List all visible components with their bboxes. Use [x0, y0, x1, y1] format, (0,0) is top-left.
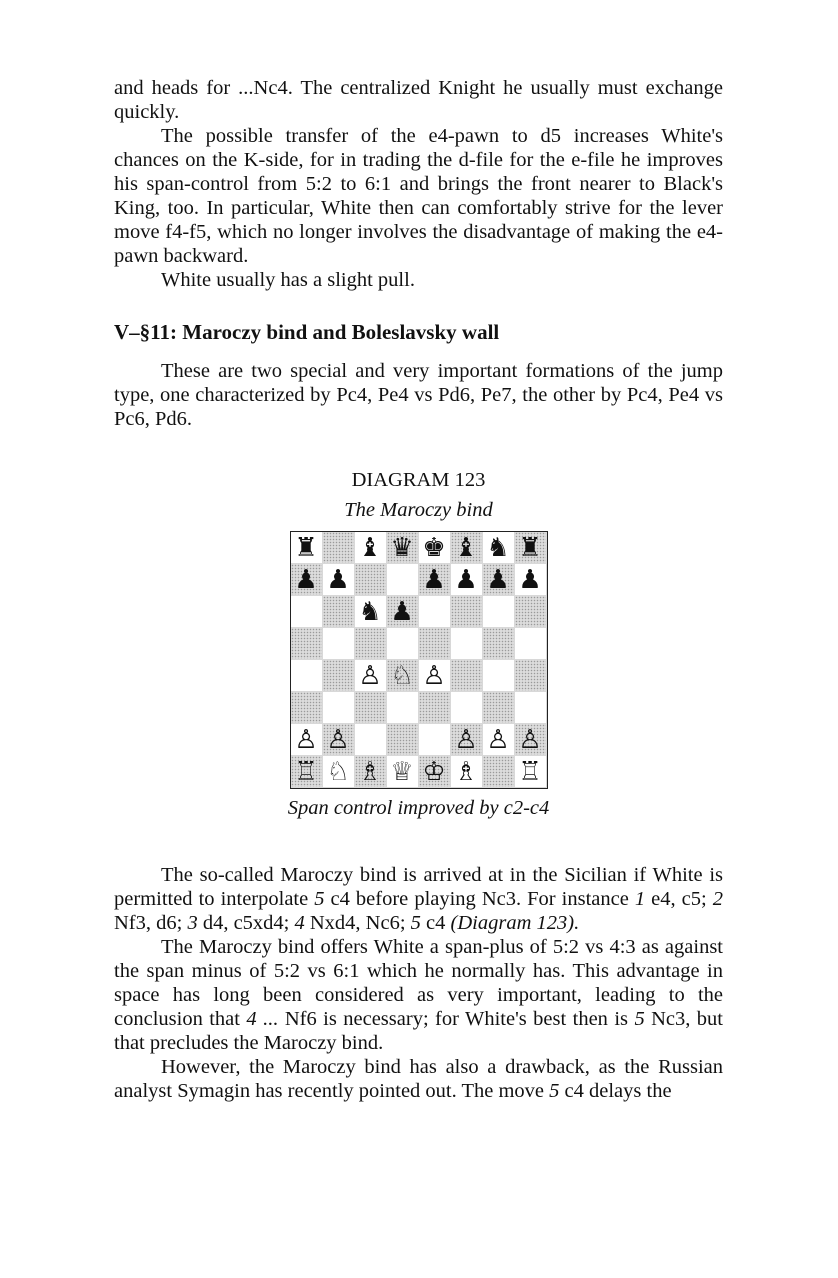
- chess-piece: ♗: [454, 756, 478, 787]
- paragraph-maroczy-definition: The so-called Maroczy bind is arrived at in the Sicilian if White is permitted to interpolate 5 c4 before playing Nc3. For instance 1 e4, c5; 2 Nf3, d6; 3 d4, c5xd4; 4 Nxd4, Nc6; 5 c4 (Diagram 123).: [114, 864, 723, 934]
- chess-piece: ♝: [454, 532, 478, 563]
- square-f2: [451, 724, 483, 756]
- paragraph-drawback: However, the Maroczy bind has also a drawback, as the Russian analyst Symagin has recently pointed out. The move 5 c4 delays the: [114, 1056, 723, 1102]
- square-f7: [451, 564, 483, 596]
- chess-piece: ♞: [486, 532, 510, 563]
- chess-piece: ♙: [294, 724, 318, 755]
- square-d4: [387, 660, 419, 692]
- square-c6: [355, 596, 387, 628]
- square-h3: [515, 692, 547, 724]
- square-a2: [291, 724, 323, 756]
- square-g3: [483, 692, 515, 724]
- square-e1: [419, 756, 451, 788]
- square-e6: [419, 596, 451, 628]
- chess-piece: ♟: [326, 564, 350, 595]
- square-e7: [419, 564, 451, 596]
- chess-piece: ♟: [390, 596, 414, 627]
- chess-piece: ♟: [422, 564, 446, 595]
- square-b1: [323, 756, 355, 788]
- chess-piece: ♟: [486, 564, 510, 595]
- square-h6: [515, 596, 547, 628]
- square-d7: [387, 564, 419, 596]
- square-f5: [451, 628, 483, 660]
- square-h4: [515, 660, 547, 692]
- chess-piece: ♚: [422, 532, 446, 563]
- chess-diagram: [114, 531, 723, 789]
- diagram-caption: Span control improved by c2-c4: [287, 797, 550, 819]
- square-f6: [451, 596, 483, 628]
- square-a4: [291, 660, 323, 692]
- square-c2: [355, 724, 387, 756]
- square-c1: [355, 756, 387, 788]
- square-f3: [451, 692, 483, 724]
- square-b3: [323, 692, 355, 724]
- square-a5: [291, 628, 323, 660]
- chess-piece: ♞: [358, 596, 382, 627]
- chess-piece: ♙: [326, 724, 350, 755]
- chess-piece: ♛: [390, 532, 414, 563]
- chess-piece: ♜: [518, 532, 542, 563]
- square-a3: [291, 692, 323, 724]
- paragraph-continuation: and heads for ...Nc4. The centralized Knight he usually must exchange quickly.: [114, 77, 723, 123]
- diagram-title: DIAGRAM 123: [351, 469, 486, 491]
- paragraph-span-plus: The Maroczy bind offers White a span-plus of 5:2 vs 4:3 as against the span minus of 5:2 vs 6:1 which he normally has. This advantage in space has long been considered as very important, leading to the conclusion that 4 ... Nf6 is necessary; for White's best then is 5 Nc3, but that precludes the Maroczy bind.: [114, 936, 723, 1054]
- square-b8: [323, 532, 355, 564]
- section-heading: V–§11: Maroczy bind and Boleslavsky wall: [114, 320, 500, 344]
- square-e4: [419, 660, 451, 692]
- section-intro: These are two special and very important formations of the jump type, one characterized by Pc4, Pe4 vs Pd6, Pe7, the other by Pc4, Pe4 vs Pc6, Pd6.: [114, 360, 723, 430]
- square-g2: [483, 724, 515, 756]
- square-h5: [515, 628, 547, 660]
- square-f4: [451, 660, 483, 692]
- square-b7: [323, 564, 355, 596]
- chess-piece: ♕: [390, 756, 414, 787]
- square-a7: [291, 564, 323, 596]
- square-c4: [355, 660, 387, 692]
- chess-piece: ♙: [486, 724, 510, 755]
- square-g6: [483, 596, 515, 628]
- square-b5: [323, 628, 355, 660]
- square-e3: [419, 692, 451, 724]
- square-d2: [387, 724, 419, 756]
- square-d5: [387, 628, 419, 660]
- chess-piece: ♟: [294, 564, 318, 595]
- square-b2: [323, 724, 355, 756]
- square-d3: [387, 692, 419, 724]
- chess-piece: ♔: [422, 756, 446, 787]
- square-e5: [419, 628, 451, 660]
- square-a8: [291, 532, 323, 564]
- chess-board: [290, 531, 548, 789]
- square-d1: [387, 756, 419, 788]
- square-g4: [483, 660, 515, 692]
- square-c7: [355, 564, 387, 596]
- paragraph-slight-pull: White usually has a slight pull.: [161, 269, 415, 291]
- chess-piece: ♘: [326, 756, 350, 787]
- chess-piece: ♖: [518, 756, 542, 787]
- square-b4: [323, 660, 355, 692]
- chess-piece: ♙: [358, 660, 382, 691]
- chess-piece: ♙: [518, 724, 542, 755]
- paragraph-e4-transfer: The possible transfer of the e4-pawn to d5 increases White's chances on the K-side, for in trading the d-file for the e-file he improves his span-control from 5:2 to 6:1 and brings the front nearer to Black's King, too. In particular, White then can comfortably strive for the lever move f4-f5, which no longer involves the disadvantage of making the e4-pawn backward.: [114, 125, 723, 267]
- chess-piece: ♟: [518, 564, 542, 595]
- square-c8: [355, 532, 387, 564]
- chess-piece: ♝: [358, 532, 382, 563]
- square-f1: [451, 756, 483, 788]
- chess-piece: ♖: [294, 756, 318, 787]
- chess-piece: ♗: [358, 756, 382, 787]
- square-c3: [355, 692, 387, 724]
- diagram-subtitle: The Maroczy bind: [344, 499, 493, 521]
- square-a1: [291, 756, 323, 788]
- square-e8: [419, 532, 451, 564]
- square-e2: [419, 724, 451, 756]
- square-h1: [515, 756, 547, 788]
- square-g1: [483, 756, 515, 788]
- square-h2: [515, 724, 547, 756]
- square-c5: [355, 628, 387, 660]
- square-h7: [515, 564, 547, 596]
- square-g5: [483, 628, 515, 660]
- square-g7: [483, 564, 515, 596]
- square-a6: [291, 596, 323, 628]
- square-f8: [451, 532, 483, 564]
- square-b6: [323, 596, 355, 628]
- square-h8: [515, 532, 547, 564]
- square-d8: [387, 532, 419, 564]
- chess-piece: ♟: [454, 564, 478, 595]
- square-g8: [483, 532, 515, 564]
- page-body: [114, 76, 723, 1103]
- chess-piece: ♜: [294, 532, 318, 563]
- chess-piece: ♙: [454, 724, 478, 755]
- square-d6: [387, 596, 419, 628]
- chess-piece: ♘: [390, 660, 414, 691]
- chess-piece: ♙: [422, 660, 446, 691]
